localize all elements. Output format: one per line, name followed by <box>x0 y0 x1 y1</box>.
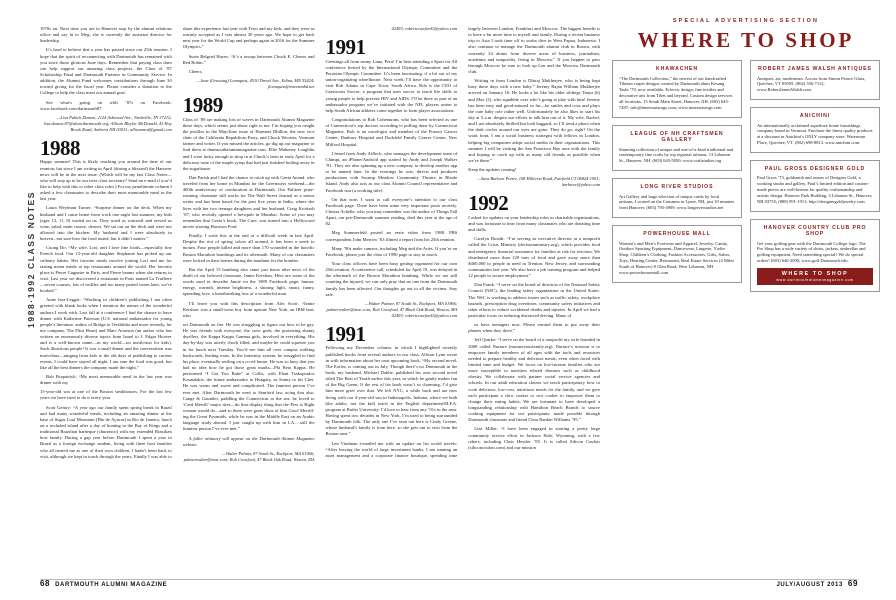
class-secretary-signature: —Lisa Pukich Damon, 2124 Ashwood Ave., Nashville, TN 37212; lisa.damon.87@alum.dartmouth.org; Allison Bleyler McDonald, 43 Hoy Brook Road, Amherst NH 03031; allisonmcd@gmail.com <box>44 114 172 132</box>
ad-advertiser-name: POWERHOUSE MALL <box>643 231 711 238</box>
class-secretary-signature: —Sara Burlone Porter, 108 Hillcrest Road, Fairfield CT 06824-1901; barbtree@yahoo.com <box>477 176 600 188</box>
note-paragraph: Bob Fitzpatrick: “My most memorable meal in the last year was dinner with my <box>40 374 172 386</box>
note-paragraph: Greetings all from sunny Lima, Peru! I’m here attending a Sport for All conference hosted by the International Olympic Committee and the Peruvian Olympic Committee. It’s been fascinating, if a bit out of my union-organizing wheelhouse. Next week I’ll have the opportunity to visit Rob Adams in Cape Town, South Africa. Rob is the CEO of Grassroots Soccer, a program that uses soccer to teach life skills to young people to help prevent HIV and AIDS. I’ll be there as part of an ambassador program we’ve initiated with the NFL players union to help South African athletes come together to form player associations. <box>325 58 458 113</box>
ad-listing[interactable] <box>612 225 742 283</box>
note-paragraph: Cheers. <box>188 68 203 74</box>
note-paragraph: us have teenagers now. Please remind them to put away their phones when they drive.” <box>468 322 600 334</box>
class-year-heading: 1989 <box>182 92 223 117</box>
ad-body-text: Stunning collection of unique and one-of-a-kind traditional and contemporary fine crafts by top regional artisans. 13 Lebanon St., Hanover, NH. (603) 643-5050; www.craftstudies.org <box>619 146 734 164</box>
class-secretary-signature: —Walter Palmer, 87 South St., Rockport, MA 01966; palmerwalter@mac.com; Rob Crawford, 47 Black Oak Road, Weston, MA 02493; robertcrawford1@yahoo.com <box>183 26 458 462</box>
note-paragraph: Len Vindman e-mailed me with an update on his world travels: “After leaving the world of large investment banks, I am running an asset management and a corporate finance boutique, spending time largely between London, Frankfurt and Moscow. The biggest benefit is to have a bit more time to myself and family. During a recent business trip to Asia I took time off to scuba dive in West Papua, Indonesia. I also continue to manage the Dartmouth alumni club in Russia, with currently 34 alums from diverse areas of business, journalism, academia and nonprofits, living in Moscow.” If you happen to pass through Moscow be sure to look up Len and the Moscow Dartmouth club. <box>325 26 600 458</box>
where-to-shop-ad-section <box>612 18 880 556</box>
note-paragraph: 15-year-old son at one of the Boston steakhouses. For the last few years we have tried to do it every year. <box>40 389 172 401</box>
note-paragraph: It’s hard to believe that a year has passed since our 25th reunion. I hope that the spirit of reconnecting with Dartmouth has remained with you since those glorious June days. Remember that paying class dues can help support our amazing class projects, the Class of ’87 Scholarship Fund and Dartmouth Partners in Community Service. In addition, the Alumni Fund welcomes contributions through June 30 toward giving for the fiscal year. Please consider a donation to the College to help the class meet our annual goal. <box>40 47 172 96</box>
note-paragraph: A fuller obituary will appear on the Dartmouth Alumni Magazine website. <box>182 435 315 447</box>
ad-listing[interactable] <box>750 219 880 292</box>
side-tab-label: 1988·1992 CLASS NOTES <box>26 190 36 328</box>
note-paragraph: Laura Weylman Turner: “Surprise dinner on the deck. When my husband and I came home from work one night last summer, my kids (ages 13, 11, 8) waited on us. They acted as waitstaff and served us wine, salad, main course, dessert. We sat out on the deck and were not allowed into the kitchen. My husband and I were absolutely in heaven...not sure how the food tasted, but it didn’t matter.” <box>40 205 172 242</box>
note-paragraph: set Dartmouth on fire. He was struggling to figure out how to be gay. He was friends with everyone, the crew gods, the protesting shanty dwellers, the Kappa Kappa Gamma girls, involved in everything. His day-by-day was utterly chock filled, and maybe he could squeeze you in for lunch next Tuesday. You’d see him all over campus walking backwards, leading tours. In the fraternity system, he struggled to find his place, eventually settling on a co-ed house. He was so busy that you had no idea how he got those great marks—Phi Beta Kappa. He performed “I Got You Babe” at Collis, with Eleni Tsakopoulos Kounalakis, the future ambassador to Hungary, as Sonny to his Cher. He was warm and sweet and complicated. The funniest person I’ve ever met. After Dartmouth he went to Stanford law, acing that also. Cange & Gauntlet, paddling the Connecticut to the sea, he loved to ‘Card Merrill’ major rites—do that display thing that the Pres is Right woman would do—and so there were great shots of him Carol Merrill-ing the Great Pyramids, while he was in the Middle East on an Arabic language study abroad. I just caught up with him in LA.....still the funniest person I’ve ever met.” <box>182 322 315 432</box>
ad-column-right <box>750 60 880 558</box>
issue-date: JULY/AUGUST 2013 <box>776 582 843 588</box>
class-secretary-signature: —Jane (Grussing) Lonnquist, 4510 Dresel Ave., Edina, MN 55424; jlonnquist@mwestmbd.net <box>196 77 315 89</box>
class-year-heading: 1988 <box>40 135 80 160</box>
ad-body-text: Get your golfing gear with the Dartmouth College logo. The Pro Shop has a wide variety of shirts, jackets, umbrellas and golfing equipment. Need something special? We do special orders! (603) 646-2000; www.golf.Dartmouth.edu. <box>757 240 866 264</box>
note-paragraph: Jeff Quirke: “I serve on the board of a nonprofit my wife founded in 2008 called Nurture (nurtureyourfamily.org). Nurture’s mission is to empower family members of all ages with the tools and resources needed to prepare healthy and delicious meals, even when faced with limited time and budget. We focus on low-income families who are more susceptible to nutrition related diseases such as childhood obesity. We collaborate with partner social service agencies and schools. In our adult education classes we teach participatory how to cook delicious, low-cost, nutritious meals for the family, and we give each participant a slow cooker or rice cooker to empower them to change their eating habits. We are fortunate to have developed a longstanding relationship with Hamilton Beach Brands to source cooking equipment for our participants; made possible through Dartmouth classmate and friend Clara Rankin Williams ’95.” <box>468 337 600 423</box>
ad-body-text: Antiques, art, modernism. Across from Simon Pearce Glass, Quechee, VT 05059. (802) 356-7112; www.RobertJamesWalsh.com. <box>757 75 866 93</box>
page-number-right: 69 <box>847 579 858 588</box>
class-secretary-signature: —Walter Palmer, 87 South St., Rockport, MA 01966; palmerwalter@mac.com; Rob Crawford, 47 Black Oak Road, Weston, MA 02493; robertcrawford1@yahoo.com <box>326 300 458 318</box>
note-paragraph: I asked for updates on your leadership roles in charitable organizations, and was fortunate to hear from many classmates who are donating time and skills. <box>468 214 600 233</box>
class-year-heading: 1991 <box>325 34 366 59</box>
note-paragraph: Carolyn Biondi: “I’m serving as executive director at a nonprofit called the Crisis Ministry (decisionministry.org), which provides food and emergency financial assistance for families at risk for eviction. We distributed more than 120 tons of food and gave away more than $400,000 to people in need in Trenton, New Jersey, and surrounding communities last year. We also have a job training program and helped 12 people to secure employment.” <box>468 236 600 279</box>
note-paragraph: Happy summer! This is likely reaching you around the time of our reunion, but since I am writing in April (during a blizzard) the Hanover news will be in the next issue. (Which will be my last Class Notes—who will step up to be our next class secretary? Send an e-mail if you’d like to help with this or other class roles.) For my penultimate column I asked a few classmates to describe their most memorable meal in the last year. <box>40 159 172 202</box>
ad-listing[interactable] <box>750 160 880 212</box>
page-number-left: 68 <box>40 579 51 588</box>
note-paragraph: Liza Miller: “I have been engaged in starting a pretty large community service effort in Jackson Hole, Wyoming, with a few others, including Chris Hessler ’85. It is called Silicon Couloir (siliconcouloir.com) and our mission <box>468 426 600 450</box>
note-paragraph: Dan Frank: “I serve on the board of directors of the National Safety Council (NSC), the leading safety organization in the United States. The NSC is working to address issues such as traffic safety, workplace hazards, prescription drug overdoses, community safety initiatives and other efforts to reduce accidental deaths and injuries. In April we had a particular focus on reducing distracted driving. Many of <box>468 282 600 319</box>
note-paragraph: Dan Parish and I had the chance to catch up with Geeta Anand, who traveled from her home in Mumbai for the Greenways weekend—the 400th anniversary of coeducation at Dartmouth. Our Pulitzer prize-winning classmate still works for The Wall Street Journal as a senior writer and has been based for the past five years in India, where she lives with her two teenage daughters and her husband, Craig Kroitzsh ’87, who recently opened a brewpub in Mumbai. Some of you may remember that Geeta’s book, The Cure, was turned into a Hollywood movie starring Harrison Ford. <box>182 174 315 230</box>
ad-listing[interactable] <box>612 178 742 218</box>
ad-body-text: Paul Gross ’73, goldsmith and owner of Designer Gold, a working studio and gallery. Paul’s limited edition and custom-made pieces are well-known for quality craftsmanship and artistic design. Hanover Park Building, 3 Lebanon St., Hanover, NH 03755; (888) 991-1911; http://designergoldjewelry.com. <box>757 175 873 204</box>
ad-advertiser-name: ROBERT JAMES WALSH ANTIQUES <box>758 66 872 72</box>
note-paragraph: Class of ’89 are making lots of waves in Dartmouth Alumni Magazine these days, which seems just about right to me. I’m hoping you caught the profiles in the May/June issue of Harmeet Dhillon, the new vice chair of the California Republican Party, and Chuck Wooster, Vermont farmer and writer. If you missed the articles, go dig up our magazine or find them at dartmouthalumnimagazine.com. Ellie Mahoney Loughlin and I were lucky enough to drop in at Chuck’s farm in early April for a delicious taste of the maple syrup that had just finished boiling away in the sugarhouse. <box>182 116 315 171</box>
section-title: WHERE TO SHOP <box>637 28 855 52</box>
note-paragraph: But the April 15 bombing also came just hours after news of the death of our beloved classmate, Jamie Kershaw. Here are some of the words used to describe Jamie on the 1989 Facebook page: humor, energy, warmth, intense brightness, a shining light, smart, funny, spreading love, a heartbreaking loss of a wonderful man. <box>182 266 315 297</box>
publication-name: DARTMOUTH ALUMNI MAGAZINE <box>55 582 168 588</box>
ad-advertiser-name: LONG RIVER STUDIOS <box>640 184 714 191</box>
ad-column-left <box>612 60 742 558</box>
note-paragraph: I’ll leave you with this description from Alec Scott: “Jamie Kershaw was a small-town boy from upstate New York, an IBM brat, who <box>182 300 315 318</box>
note-paragraph: Following my December column, in which I highlighted recently published books from several authors in our class, Allison Lynn wrote in with information about her own upcoming book, “My second novel, The Exiles, is coming out in July. Though there’s no Dartmouth in the book, my husband, Michael Dahlie, published his own second novel titled The Best of Youth earlier this year, in which he gently makes fun of the Big Green. If the rest of his book wasn’t so charming, I’d give him more grief over that. We left NYC, a while back and are now living with our 4-year-old son in Indianapolis, Indiana, where we both (the adults, not the kid) teach in the English department/M.F.A. program at Butler University. I’d love to hear from any ’91s in the area. Having spent two decades in New York, I’m used to being surrounded by Dartmouth folk. The only one I’ve seen out here is Cindy Greene, whose husband’s family is from here, so she gets out to visit from the Boston area.” <box>325 345 458 437</box>
note-paragraph: Many ’90s make cameos, including Meg and the Aries. If you’re on Facebook, please join the class of 1990 page to stay in touch. <box>325 245 458 257</box>
ad-advertiser-name: HANOVER COUNTRY CLUB PRO SHOP <box>763 224 867 238</box>
ad-listing[interactable] <box>612 60 742 118</box>
ad-body-text: Women’s and Men’s Footwear and Apparel, Jewelry, Candy, Outdoor Sporting Equipment, Dancewear, Lingerie, Violin Shop, Children’s Clothing, Fashion Accessories, Gifts, Salon, Toys, Hearing Center, Restaurant, Real Estate Services (4 Miles South of Hanover) 8 Glen Road, West Lebanon, NH www.powerhousemall.com <box>619 240 735 275</box>
ad-advertiser-name: ANICHINI <box>799 113 831 120</box>
promo-url: www.dartmouthalumnimagazine.com <box>776 278 854 282</box>
class-year-heading: 1991 <box>325 321 366 346</box>
note-paragraph: Writing in from London is Dhiraj Mukherjee, who is being kept busy these days with a new baby.” Jeremy Rajan William Mukherjee arrived on January 16. He looks a lot like his older siblings Tanya (6) and Max (3), who squabble over who’s going to play with him! Jeremy has been easy and good-natured so far—he smiles and coos and plays the cute baby role rather well. Unfortunately he also likes to start his day at 5 a.m. despite our efforts to talk him out of it. My wife, Rachel, and I are absolutely thrilled but look haggard, so I’ll send a photo when the dark circles around our eyes are gone. They do go, right? On the work front, I am a social business strategist with fellows in London, helping big companies adopt social media in their organizations. This summer I will be visiting the San Francisco Bay area with the family and hoping to catch up with as many old friends as possible when we’re there.” <box>468 78 600 163</box>
note-paragraph: See what’s going on with ’87s on Facebook: www.facebook.com/dartmouth87. <box>40 99 172 111</box>
promo-label: WHERE TO SHOP <box>781 271 849 277</box>
ad-listing[interactable] <box>612 125 742 172</box>
note-paragraph: Susie Belgrad Hayes: “It’s a tossup between Chuck E. Cheese and Red Robin.” <box>182 53 315 65</box>
ad-listing[interactable] <box>750 107 880 153</box>
note-paragraph: Anne Irza-Leggat: “Working in children’s publishing I am often greeted with blank looks when I mention the names of the wonderful authors I work with. Last fall at a conference I had the chance to have dinner with Katherine Paterson (U.S. national ambassador for young people’s literature, author of Bridge to Terabithia and more recently, for my company, The Flint Heart) and Marc Aronson (an author who has written on enormously diverse topics from Israel to J. Edgar Hoover and is a well-known name—in my world—on nonfiction for kids). Such illustrious people! It was a small dinner and the conversation was marvelous—ranging from kids to the old days of publishing to current events. I could have stayed all night. I am sure the food was good, but like all the best dinners the company made the night.” <box>40 297 172 370</box>
note-paragraph: Keep the updates coming! <box>468 167 517 173</box>
ad-body-text: “The Dartmouth Collection,” the newest of our handcrafted Tibetan carpet designs created by Dartmouth alum Kesang Tashi ’70, now available. Eclectic design, fine textiles and decorative arts from Tibet and beyond. Custom design services all locations. 15 South Main Street, Hanover, NH. (603) 643-7487; info@innersarisrugs.com; www.innerasisrugs.com <box>619 75 733 110</box>
ad-body-text: Art Gallery and large selection of unique crafts by local artisans. Located on the Common in Lyme, NH, just 10 minutes from Hanover. (603) 795-4909; www.longriverstudios.net <box>619 193 735 211</box>
note-paragraph: Cuong Do: “My wife, Lori, and I love fine foods—especially fine French food. Our 13-year-old daughter Stephanie has picked up our culinary habits. Her favorite meals involve joining Lori and me for tasting menu meals at top restaurants around the world. Her favorite place is Pierre Gagnaire in Paris, and Pierre beams when she returns to visit. Last year we discovered a restaurant in Paris named La Truffiere—seven courses, lots of truffles and too many paired wines later, we’re hooked.” <box>40 245 172 294</box>
note-paragraph: Your class officers have been busy getting organized for our own 25th reunion. A conference call, scheduled for April 19, was delayed in the aftermath of the Boston Marathon bombing. While we are still counting the injured, we can only pray that no one from the Dartmouth family has been affected. Our thoughts go out to all the victims. Stay safe. <box>325 261 458 297</box>
advertising-kicker: SPECIAL ADVERTISING SECTION <box>672 18 820 24</box>
ad-body-text: An internationally acclaimed superluxe home furnishings company based in Vermont. Purchase the finest quality products at a discount in Anichini’s ONLY company store. Waterman Place, Quechee, VT. (802) 698-8813. www.anichini.com. <box>757 122 873 146</box>
note-paragraph: 1970s on. Next time you are in Hanover stop by the alumni relations office and say hi to Meg; she is currently the assistant director for leadership. <box>40 26 172 44</box>
class-notes-body <box>40 26 600 554</box>
note-paragraph: On that note, I want to call everyone’s attention to our class Facebook page. There have been some very important posts recently. Chrissa Achelle, who you may remember was the author of Things Fall Apart, our pre-Dartmouth summer reading, died this year at the age of 82. <box>325 196 458 227</box>
note-paragraph: Meg Sommerfeld posted an eerie video from 1988. PBS correspondent John Merrow ’63 filmed a report from his 25th reunion. <box>325 230 458 242</box>
where-to-shop-promo-badge[interactable] <box>757 268 873 285</box>
note-paragraph: Scott Gentry: “A year ago our family spent spring break in Brazil and had many wonderful meals, including an amazing dinner at the base of Sugar Loaf Mountain (Pão de Açúcar) in Rio de Janeiro, lunch on a secluded island after a day of boating in the Bay of Kings and a traditional Brazilian barbeque (churrasco) with my extended Brazilian host family. During a gap year before Dartmouth I spent a year in Brazil as a foreign exchange student, living with three host families who all treated me as one of their own children. I hadn’t been back to visit, although we kept in touch through the years. Finally I was able to share this experience last year with Traci and my kids, and they were as warmly accepted as I was almost 30 years ago. We hope to get back next year for the World Cup and perhaps again in 2016 for the Summer Olympics.” <box>40 26 315 459</box>
ad-advertiser-name: LEAGUE OF NH CRAFTSMEN GALLERY <box>630 130 724 144</box>
class-year-heading: 1992 <box>468 191 509 216</box>
note-paragraph: I heard from Andy Affleck, who manages the development team of Chimpt, an iPhone/Android app started by Andy and Joseph Walker ’91. They are also spinning up a new company to develop another app to be named later. In the evenings he acts, directs and produces productions with Swamp Meadow Community Theatre in Rhode Island. Andy also acts as our class Alumni Council representative and Facebook tsar (a working title). <box>325 150 458 193</box>
note-paragraph: Congratulations to Rob Cohenuram, who has been selected as one of Connecticut’s top doctors according to polling done by Connecticut Magazine. Rob is an oncologist and member of the Praxair Cancer Center, Danbury Hospital and Dodsfeld Family Cancer Center, New Milford Hospital. <box>325 117 458 147</box>
class-notes-side-tab <box>10 28 36 328</box>
page-footer <box>0 574 896 588</box>
ad-listing[interactable] <box>750 60 880 100</box>
ad-advertiser-name: KHAWACHEN <box>655 66 699 72</box>
ad-advertiser-name: PAUL GROSS DESIGNER GOLD <box>764 165 866 172</box>
note-paragraph: Finally, I write this at the end of a difficult week in late April. Despite the riot of spring colors all around, it has been a week to mourn. Four people killed and more than 170 wounded in the horrific Boston Marathon bombings and its aftermath. Many of our classmates were locked in their homes during the manhunt for the bomber. <box>182 233 315 263</box>
